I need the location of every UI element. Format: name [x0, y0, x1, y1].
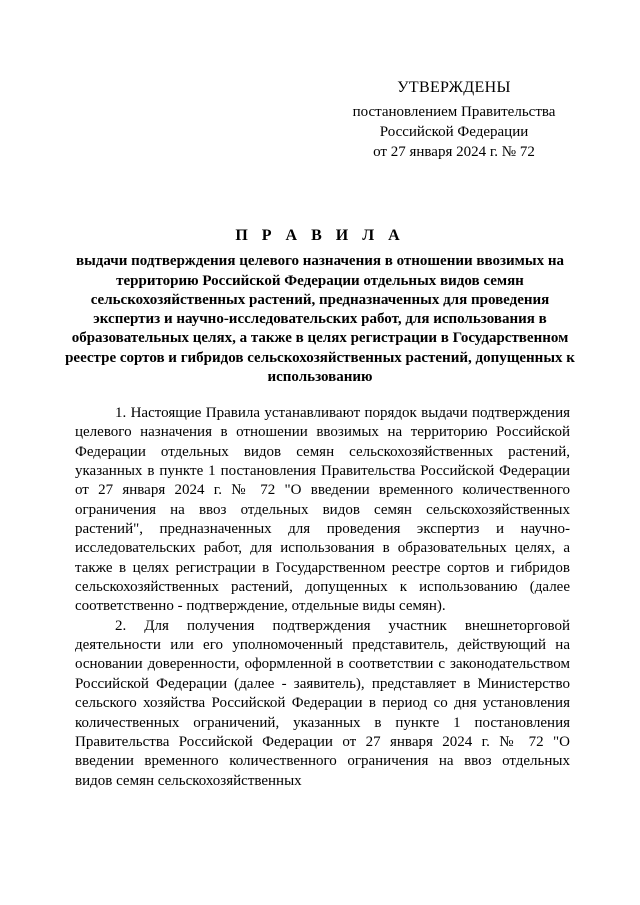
approval-line-1: постановлением Правительства — [352, 104, 556, 120]
approval-heading: УТВЕРЖДЕНЫ — [397, 79, 511, 96]
document-heading — [60, 226, 580, 387]
approval-line-3: от 27 января 2024 г. № 72 — [373, 144, 535, 160]
paragraph-2: 2. Для получения подтверждения участник внешнеторговой деятельности или его уполномоченный представитель, действующий на основании доверенности, оформленной в соответствии с законодательством Российской Федерации (далее - заявитель), представляет в Министерство сельского хозяйства Российской Федерации в период со дня установления количественных ограничений, указанных в пункте 1 постановления Правительства Российской Федерации от 27 января 2024 г. № 72 "О введении временного количественного ограничения на ввоз отдельных видов семян сельскохозяйственных — [75, 617, 570, 789]
approval-block — [334, 78, 574, 162]
approval-line-2: Российской Федерации — [379, 124, 529, 140]
document-title: П Р А В И Л А — [235, 227, 405, 244]
paragraph-1: 1. Настоящие Правила устанавливают порядок выдачи подтверждения целевого назначения в отношении ввозимых на территорию Российской Федерации отдельных видов семян сельскохозяйственных растений, указанных в пункте 1 постановления Правительства Российской Федерации от 27 января 2024 г. № 72 "О введении временного количественного ограничения на ввоз отдельных видов семян сельскохозяйственных растений", предназначенных для проведения экспертиз и научно-исследовательских работ, для использования в образовательных целях, а также в целях регистрации в Государственном реестре сортов и гибридов сельскохозяйственных растений, допущенных к использованию (далее соответственно - подтверждение, отдельные виды семян). — [75, 405, 570, 615]
document-body — [75, 404, 570, 791]
document-subtitle: выдачи подтверждения целевого назначения в отношении ввозимых на территорию Российской Федерации отдельных видов семян сельскохозяйственных растений, предназначенных для проведения экспертиз и научно-исследовательских работ, для использования в образовательных целях, а также в целях регистрации в Государственном реестре сортов и гибридов сельскохозяйственных растений, допущенных к использованию — [65, 253, 575, 386]
